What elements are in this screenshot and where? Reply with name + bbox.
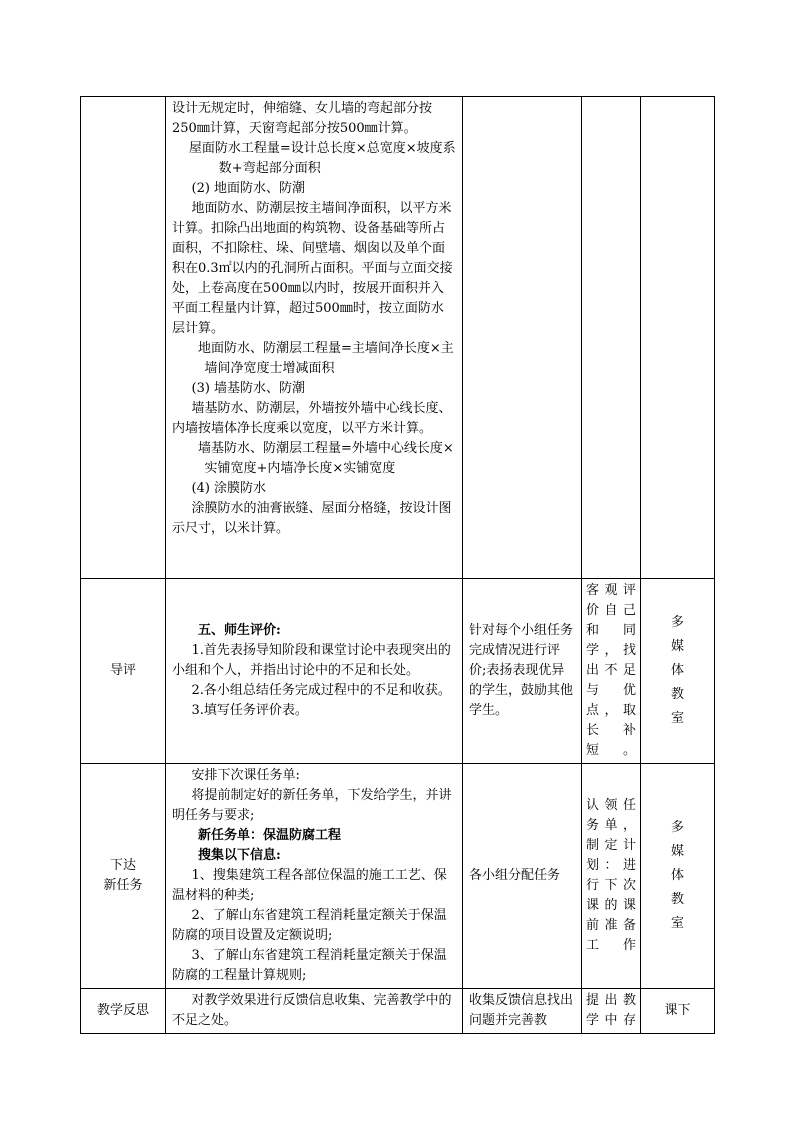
- media-label: 多媒体教室: [670, 820, 684, 931]
- teacher-activity: [463, 764, 582, 989]
- media-cell-empty: [641, 97, 715, 579]
- stage-label: 教学反思: [81, 989, 166, 1034]
- list-item: 2.各小组总结任务完成过程中的不足和收获。: [191, 683, 451, 698]
- teacher-activity-text: 收集反馈信息找出问题并完善教: [469, 993, 574, 1028]
- text-line: 将提前制定好的新任务单，下发给学生，并讲明任务与要求;: [172, 788, 452, 823]
- task-title: 新任务单：保温防腐工程: [198, 828, 342, 843]
- stage-label: 导评: [81, 579, 166, 764]
- list-item: 3、了解山东省建筑工程消耗量定额关于保温防腐的工程量计算规则;: [172, 948, 447, 983]
- formula-line: 屋面防水工程量=设计总长度×总宽度×坡度系数+弯起部分面积: [188, 141, 456, 176]
- table-row-evaluation: [81, 579, 715, 764]
- student-activity-text: 客观评价自己和同学，找出不足与优点，取长补短。: [586, 583, 636, 758]
- text-line: 涂膜防水的油膏嵌缝、屋面分格缝，按设计图示尺寸，以米计算。: [172, 501, 452, 536]
- content-cell-evaluation: [166, 579, 463, 764]
- section-heading: 五、师生评价:: [198, 623, 281, 638]
- subheading-line: (2) 地面防水、防潮: [191, 181, 306, 196]
- student-activity-text: 认领任务单，制定计划：进行下次课的课前准备工作: [586, 798, 636, 953]
- media-cell: [641, 764, 715, 989]
- content-cell-waterproofing: [166, 97, 463, 579]
- stage-cell-newtask: [81, 764, 166, 989]
- teacher-activity-text: 针对每个小组任务完成情况进行评价;表扬表现优异的学生，鼓励其他学生。: [469, 623, 574, 718]
- stage-cell-empty: [81, 97, 166, 579]
- stage-label-line1: 下达: [109, 858, 136, 873]
- student-activity: [582, 579, 641, 764]
- media-cell: [641, 579, 715, 764]
- collect-title: 搜集以下信息:: [198, 848, 281, 863]
- content-cell-reflection: [166, 989, 463, 1034]
- text-line: 墙基防水、防潮层，外墙按外墙中心线长度、内墙按墙体净长度乘以宽度，以平方米计算。: [172, 401, 452, 436]
- list-item: 1.首先表扬导知阶段和课堂讨论中表现突出的小组和个人，并指出讨论中的不足和长处。: [172, 643, 451, 678]
- list-item: 3.填写任务评价表。: [191, 703, 308, 718]
- text-line: 地面防水、防潮层按主墙间净面积，以平方米计算。扣除凸出地面的构筑物、设备基础等所占面积，不扣除柱、垛、间壁墙、烟囱以及单个面积在0.3㎡以内的孔洞所占面积。平面与立面交接处，上卷高度在500㎜以内时，按展开面积并入平面工程量内计算，超过500㎜时，按立面防水层计算。: [172, 201, 453, 336]
- media-label: 课下: [641, 989, 715, 1034]
- subheading-line: (3) 墙基防水、防潮: [191, 381, 306, 396]
- lesson-plan-table: [80, 96, 715, 1034]
- media-label: 多媒体教室: [670, 615, 684, 726]
- subheading-line: (4) 涂膜防水: [191, 481, 267, 496]
- table-row-reflection: [81, 989, 715, 1034]
- list-item: 1、搜集建筑工程各部位保温的施工工艺、保温材料的种类;: [172, 868, 447, 903]
- content-cell-newtask: [166, 764, 463, 989]
- table-row-continued: [81, 97, 715, 579]
- text-line: 安排下次课任务单:: [191, 768, 300, 783]
- teacher-activity: [463, 579, 582, 764]
- student-activity-text: 提出教学中存: [586, 993, 636, 1028]
- student-activity: [582, 764, 641, 989]
- teacher-activity: [463, 989, 582, 1034]
- student-cell-empty: [582, 97, 641, 579]
- teacher-activity-text: 各小组分配任务: [469, 868, 561, 883]
- list-item: 2、了解山东省建筑工程消耗量定额关于保温防腐的项目设置及定额说明;: [172, 908, 447, 943]
- formula-line: 墙基防水、防潮层工程量=外墙中心线长度×实铺宽度+内墙净长度×实铺宽度: [198, 441, 454, 476]
- text-line: 设计无规定时，伸缩缝、女儿墙的弯起部分按250㎜计算，天窗弯起部分按500㎜计算。: [172, 101, 433, 136]
- teacher-cell-empty: [463, 97, 582, 579]
- stage-label-line2: 新任务: [103, 878, 143, 893]
- text-line: 对教学效果进行反馈信息收集、完善教学中的不足之处。: [172, 993, 452, 1028]
- formula-line: 地面防水、防潮层工程量=主墙间净长度×主墙间净宽度士增减面积: [198, 341, 454, 376]
- student-activity: [582, 989, 641, 1034]
- table-row-newtask: [81, 764, 715, 989]
